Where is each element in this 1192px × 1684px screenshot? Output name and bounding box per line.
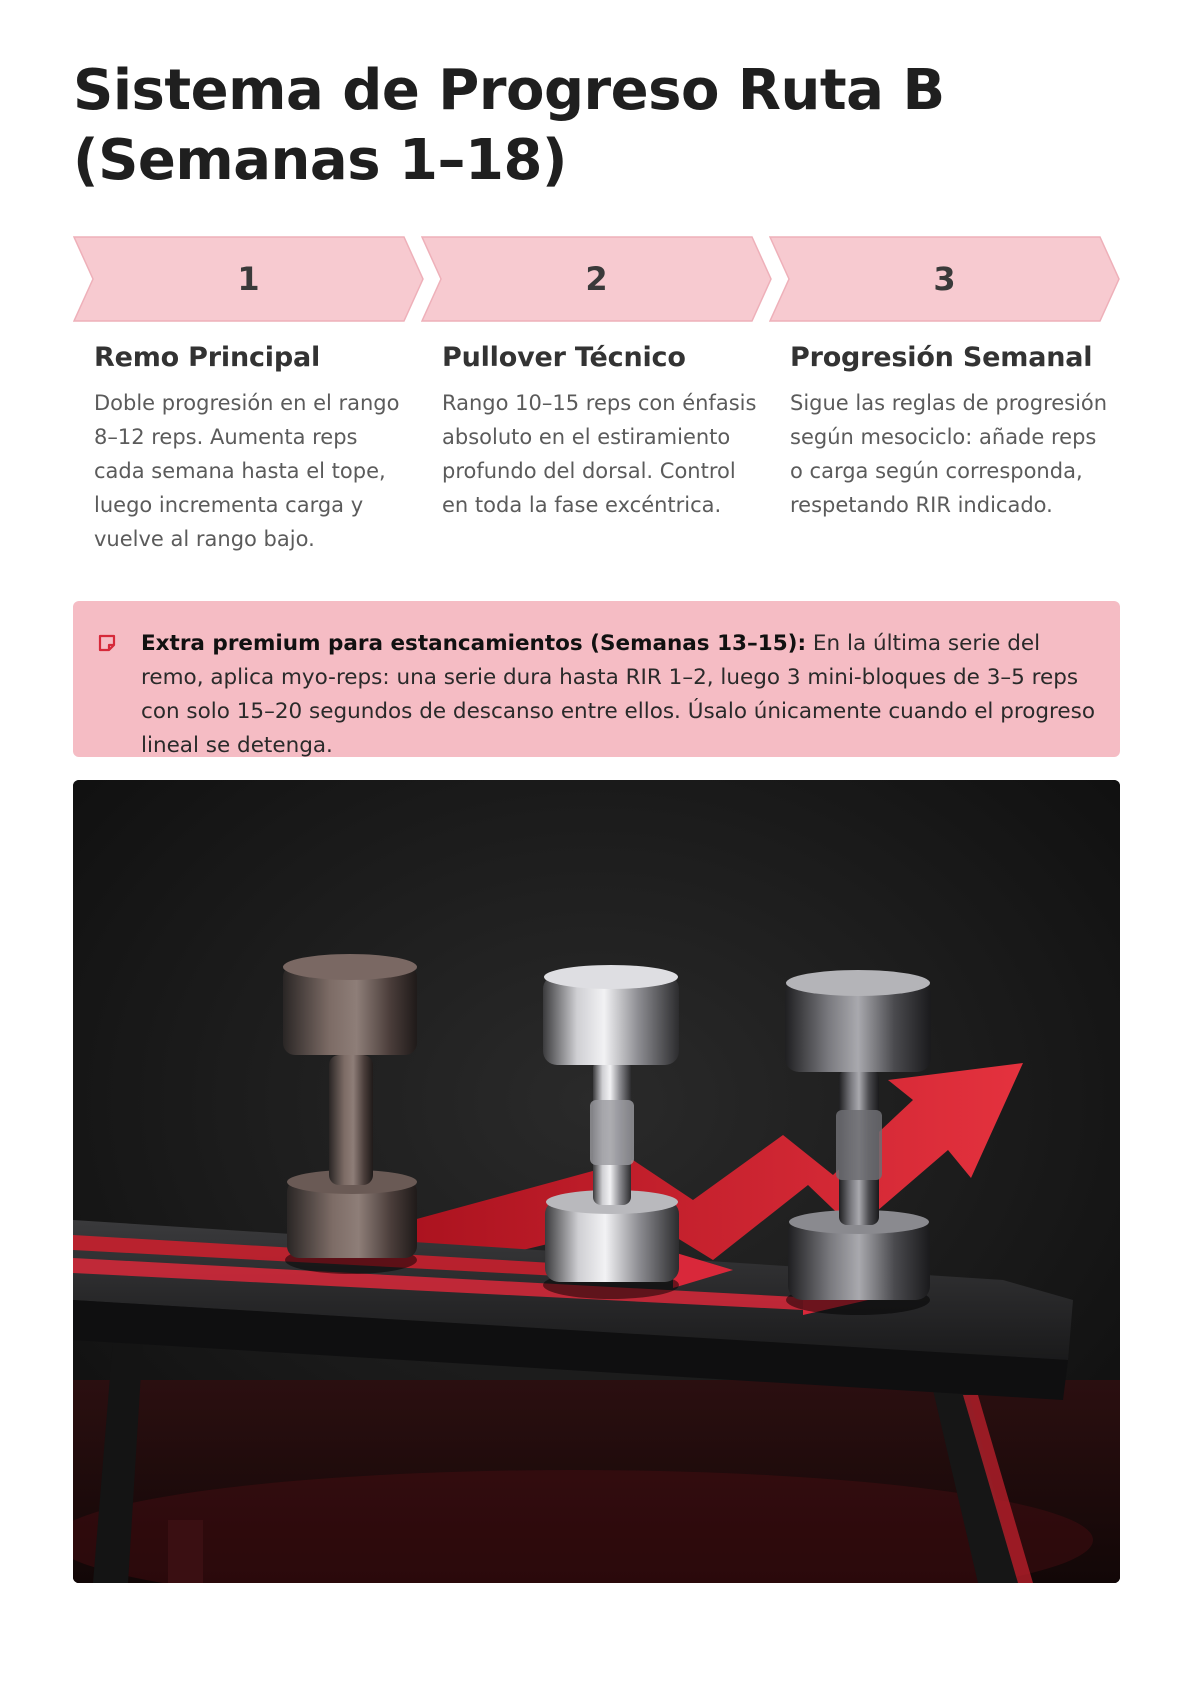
step-description: Doble progresión en el rango 8–12 reps. Aumenta reps cada semana hasta el tope, luego incrementa carga y vuelve al rango bajo. [94, 391, 400, 551]
step-number: 1 [237, 260, 260, 298]
step-heading: Progresión Semanal [790, 342, 1093, 373]
step-description: Sigue las reglas de progresión según mesociclo: añade reps o carga según corresponda, respetando RIR indicado. [790, 391, 1108, 517]
callout-text [141, 627, 1101, 763]
step-heading: Remo Principal [94, 342, 321, 373]
step-number: 2 [585, 260, 608, 298]
step-chevron-1 [73, 236, 424, 322]
step-number: 3 [933, 260, 956, 298]
step-column-3 [790, 338, 1108, 522]
premium-callout [73, 601, 1120, 757]
note-icon [97, 633, 117, 653]
step-chevron-2 [421, 236, 772, 322]
step-column-1 [94, 338, 409, 556]
page-title: Sistema de Progreso Ruta B (Semanas 1–18) [73, 58, 945, 193]
callout-body: En la última serie del remo, aplica myo-reps: una serie dura hasta RIR 1–2, luego 3 mini-bloques de 3–5 reps con solo 15–20 segundos de descanso entre ellos. Úsalo únicamente cuando el progreso lineal se detenga. [141, 631, 1095, 758]
dumbbells-illustration [73, 780, 1120, 1583]
step-heading: Pullover Técnico [442, 342, 686, 373]
step-column-2 [442, 338, 757, 522]
step-description: Rango 10–15 reps con énfasis absoluto en el estiramiento profundo del dorsal. Control en toda la fase excéntrica. [442, 391, 757, 517]
callout-bold: Extra premium para estancamientos (Semanas 13–15): [141, 631, 807, 656]
step-chevrons [73, 236, 1120, 322]
hero-photo [73, 780, 1120, 1583]
step-chevron-3 [769, 236, 1120, 322]
